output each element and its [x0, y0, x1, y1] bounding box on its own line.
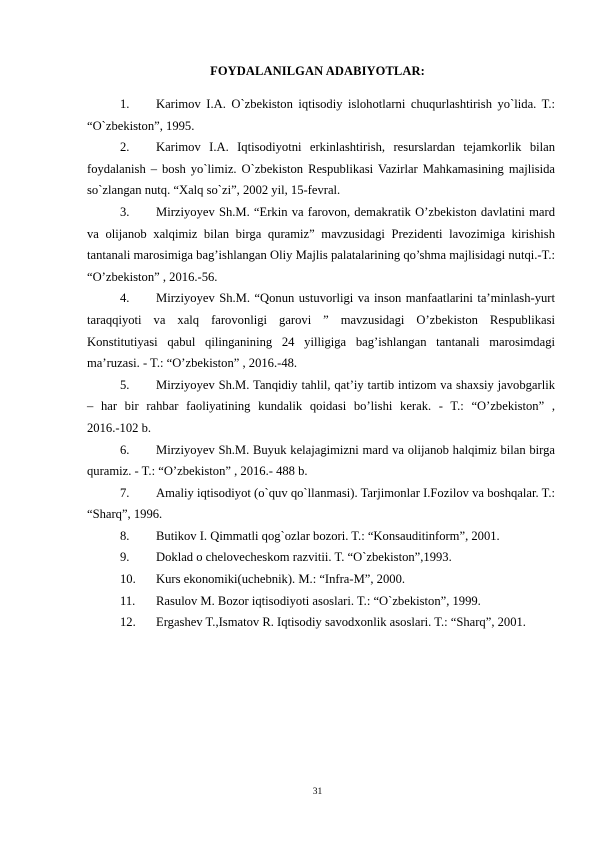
reference-text: Kurs ekonomiki(uchebnik). M.: “Infra-M”, 2000.	[156, 572, 406, 587]
reference-item	[87, 202, 555, 288]
reference-number: 9.	[120, 550, 130, 565]
reference-number: 11.	[120, 593, 136, 608]
reference-number: 6.	[120, 442, 130, 457]
reference-number: 4.	[120, 291, 130, 306]
reference-item	[87, 137, 555, 202]
reference-text: Mirziyoyev Sh.M. Buyuk kelajagimizni mard va olijanob halqimiz bilan birga quramiz. - T.: “O’zbekiston” , 2016.- 488 b.	[87, 442, 555, 479]
reference-item	[87, 547, 555, 569]
reference-text: Ergashev T.,Ismatov R. Iqtisodiy savodxonlik asoslari. T.: “Sharq”, 2001.	[156, 615, 526, 630]
reference-number: 12.	[120, 615, 136, 630]
reference-number: 5.	[120, 377, 130, 392]
reference-item	[87, 483, 555, 526]
reference-item	[87, 591, 555, 613]
references-heading: FOYDALANILGAN ADABIYOTLAR:	[210, 64, 425, 78]
reference-list	[87, 94, 555, 634]
reference-item	[87, 526, 555, 548]
reference-text: Mirziyoyev Sh.M. “Erkin va farovon, demakratik O’zbekiston davlatini mard va olijanob xalqimiz bilan birga quramiz” mavzusidagi Prezidenti lavozimiga kirishish tantanali marosimiga bag’ishlangan Oliy Majlis palatalarining qo’shma majlisidagi nutqi.-T.: “O’zbekiston” , 2016.-56.	[87, 204, 555, 284]
reference-text: Mirziyoyev Sh.M. Tanqidiy tahlil, qat’iy tartib intizom va shaxsiy javobgarlik – har bir rahbar faoliyatining kundalik qoidasi bo’lishi kerak. - T.: “O’zbekiston” , 2016.-102 b.	[87, 377, 555, 435]
reference-item	[87, 94, 555, 137]
reference-number: 8.	[120, 528, 130, 543]
reference-item	[87, 612, 555, 634]
reference-text: Mirziyoyev Sh.M. “Qonun ustuvorligi va inson manfaatlarini ta’minlash-yurt taraqqiyoti va xalq farovonligi garovi ” mavzusidagi O’zbekiston Respublikasi Konstitutiyasi qabul qilinganining 24 yilligiga bag’ishlangan tantanali marosimdagi ma’ruzasi. - T.: “O’zbekiston” , 2016.-48.	[87, 291, 555, 371]
reference-text: Rasulov M. Bozor iqtisodiyoti asoslari. T.: “O`zbekiston”, 1999.	[156, 593, 481, 608]
reference-number: 1.	[120, 97, 130, 111]
reference-text: Karimov I.A. Iqtisodiyotni erkinlashtirish, resurslardan tejamkorlik bilan foydalanish – bosh yo`limiz. O`zbekiston Respublikasi Vazirlar Mahkamasining majlisida so`zlangan nutq. “Xalq so`zi”, 2002 yil, 15-fevral.	[87, 140, 555, 198]
reference-text: Doklad o chelovecheskom razvitii. T. “O`zbekiston”,1993.	[156, 550, 452, 565]
reference-number: 2.	[120, 140, 130, 155]
reference-number: 3.	[120, 204, 130, 219]
reference-number: 10.	[120, 572, 136, 587]
reference-text: Karimov I.A. O`zbekiston iqtisodiy islohotlarni chuqurlashtirish yo`lida. T.: “O`zbekiston”, 1995.	[87, 97, 555, 133]
reference-item	[87, 375, 555, 440]
reference-number: 7.	[120, 485, 130, 500]
reference-text: Butikov I. Qimmatli qog`ozlar bozori. T.: “Konsauditinform”, 2001.	[156, 528, 500, 543]
reference-text: Amaliy iqtisodiyot (o`quv qo`llanmasi). Tarjimonlar I.Fozilov va boshqalar. T.: “Sharq”, 1996.	[87, 485, 555, 522]
page-number: 31	[312, 787, 323, 797]
reference-item	[87, 569, 555, 591]
reference-item	[87, 440, 555, 483]
reference-item	[87, 288, 555, 374]
